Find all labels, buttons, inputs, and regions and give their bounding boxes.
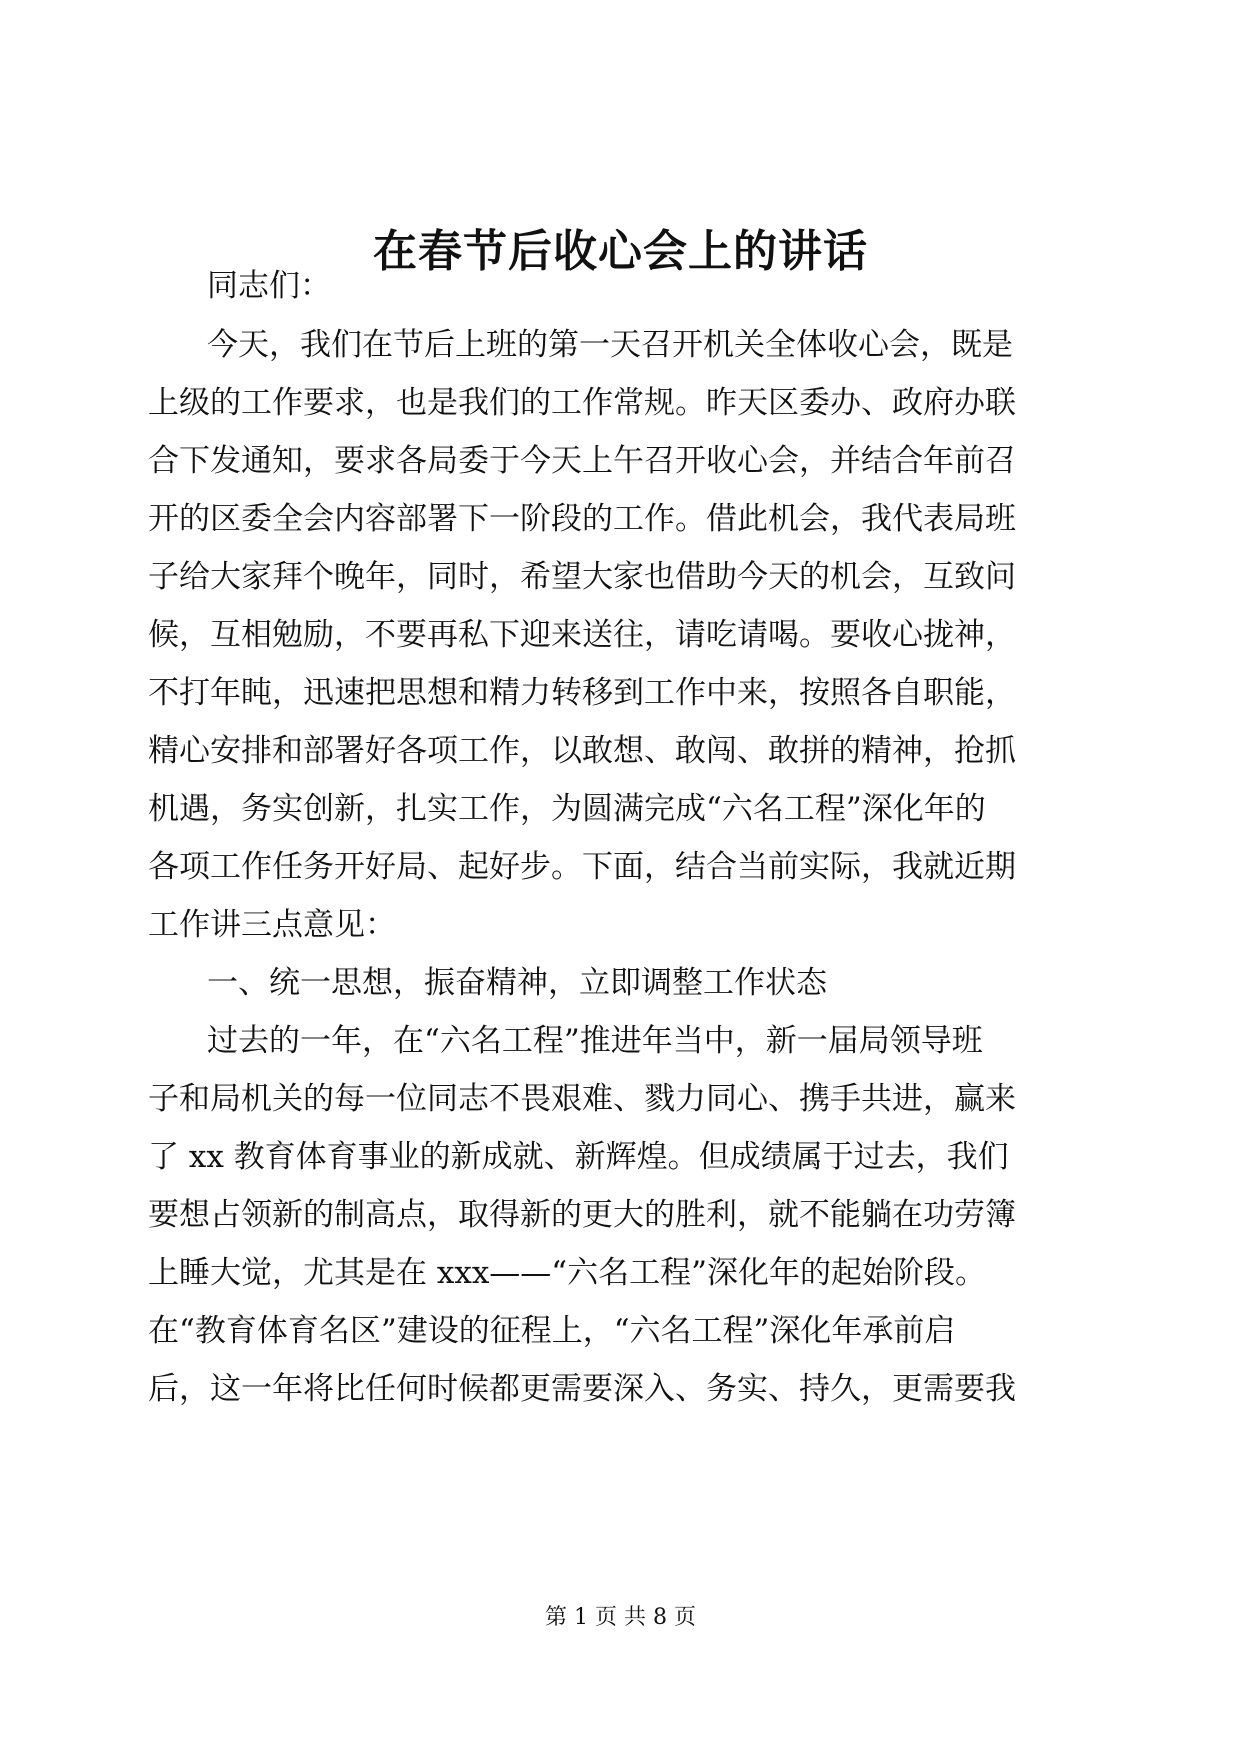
document-title: 在春节后收心会上的讲话 [373, 226, 868, 277]
document-page: 在春节后收心会上的讲话 同志们： 今天，我们在节后上班的第一天召开机关全体收心会，既是 上级的工作要求，也是我们的工作常规。昨天区委办、政府办联 合下发通知，要求各局委于今天上午召开收心会，并结合年前召 开的区委全会内容部署下一阶段的工作。借此机会，我代表局班 子给大家拜个晚年，同时，希望大家也借助今天的机会，互致问 候，互相勉励，不要再私下迎来送往，请吃请喝。要收心拢神， 不打年盹，迅速把思想和精力转移到工作中来，按照各自职能， 精心安排和部署好各项工作，以敢想、敢闯、敢拼的精神，抢抓 机遇，务实创新，扎实工作，为圆满完成“六名工程”深化年的 各项工作任务开好局、起好步。下面，结合当前实际，我就近期 工作讲三点意见： 一、统一思想，振奋精神，立即调整工作状态 过去的一年，在“六名工程”推进年当中，新一届局领导班 子和局机关的每一位同志不畏艰难、戮力同心、携手共进，赢来 了 xx 教育体育事业的新成就、新辉煌。但成绩属于过去，我们 要想占领新的制高点，取得新的更大的胜利，就不能躺在功劳簿 上睡大觉，尤其是在 xxx——“六名工程”深化年的起始阶段。 在“教育体育名区”建设的征程上，“六名工程”深化年承前启 后，这一年将比任何时候都更需要深入、务实、持久，更需要我 第 1 页 共 8 页 [0, 0, 1241, 1754]
page-number-footer: 第 1 页 共 8 页 [545, 1605, 696, 1630]
